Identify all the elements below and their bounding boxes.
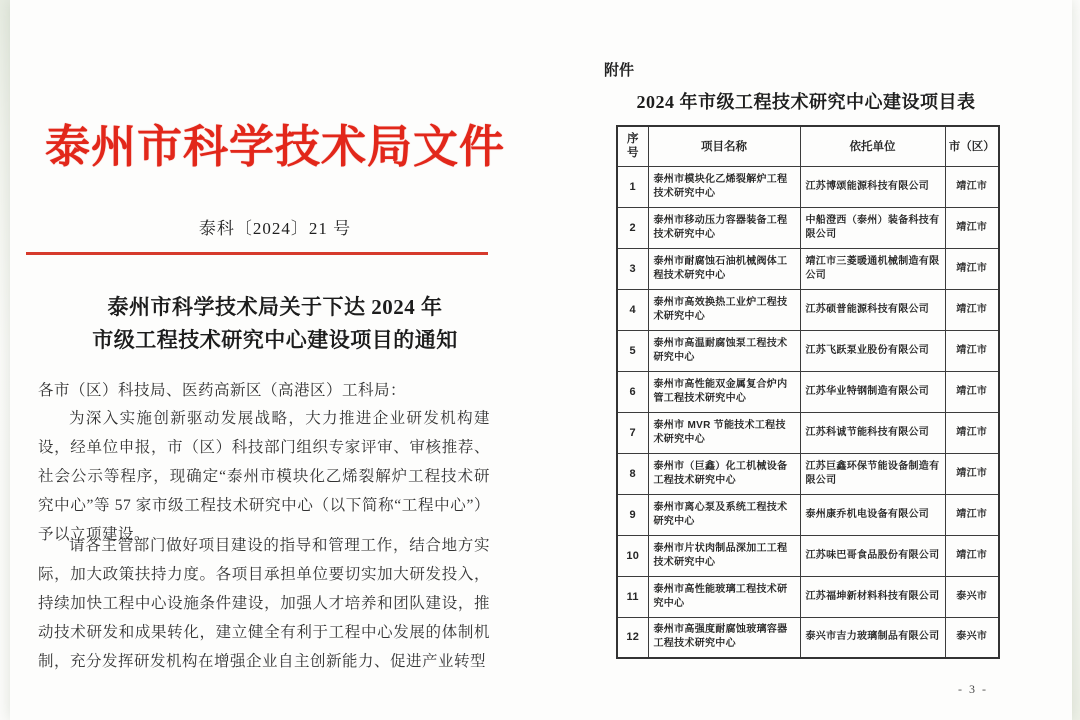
cell-no: 12 <box>617 617 648 658</box>
cell-district: 靖江市 <box>945 535 999 576</box>
cell-project: 泰州市片状肉制品深加工工程技术研究中心 <box>648 535 800 576</box>
cell-project: 泰州市 MVR 节能技术工程技术研究中心 <box>648 412 800 453</box>
cell-no: 9 <box>617 494 648 535</box>
cell-no: 3 <box>617 248 648 289</box>
table-row <box>617 289 999 330</box>
attachment-label: 附件 <box>604 63 635 79</box>
cell-district: 靖江市 <box>945 248 999 289</box>
cell-district: 靖江市 <box>945 494 999 535</box>
document-number: 泰科〔2024〕21 号 <box>198 219 352 238</box>
cell-unit: 江苏硕普能源科技有限公司 <box>800 289 945 330</box>
cell-district: 靖江市 <box>945 453 999 494</box>
cell-project: 泰州市高性能双金属复合炉内管工程技术研究中心 <box>648 371 800 412</box>
cell-no: 4 <box>617 289 648 330</box>
table-row <box>617 207 999 248</box>
cell-project: 泰州市移动压力容器装备工程技术研究中心 <box>648 207 800 248</box>
cell-no: 6 <box>617 371 648 412</box>
cell-no: 5 <box>617 330 648 371</box>
table-row <box>617 166 999 207</box>
cell-no: 11 <box>617 576 648 617</box>
cell-project: 泰州市模块化乙烯裂解炉工程技术研究中心 <box>648 166 800 207</box>
cell-district: 靖江市 <box>945 330 999 371</box>
page-number: - 3 - <box>958 682 988 696</box>
cell-project: 泰州市高效换热工业炉工程技术研究中心 <box>648 289 800 330</box>
notice-title-line2: 市级工程技术研究中心建设项目的通知 <box>92 328 458 352</box>
cell-district: 靖江市 <box>945 207 999 248</box>
cell-unit: 江苏华业特钢制造有限公司 <box>800 371 945 412</box>
table-row <box>617 453 999 494</box>
cell-district: 靖江市 <box>945 166 999 207</box>
cell-no: 2 <box>617 207 648 248</box>
table-row <box>617 248 999 289</box>
column-header-unit: 依托单位 <box>800 126 945 166</box>
cell-unit: 靖江市三菱暖通机械制造有限公司 <box>800 248 945 289</box>
body-paragraph-1: 为深入实施创新驱动发展战略，大力推进企业研发机构建设，经单位申报，市（区）科技部门组织专家评审、审核推荐、社会公示等程序，现确定“泰州市模块化乙烯裂解炉工程技术研究中心”等 57 家市级工程技术研究中心（以下简称“工程中心”）予以立项建设。 <box>38 410 490 543</box>
scanned-document-spread <box>10 0 1072 720</box>
notice-title <box>10 291 540 357</box>
cell-district: 靖江市 <box>945 289 999 330</box>
column-header-project: 项目名称 <box>648 126 800 166</box>
cell-project: 泰州市耐腐蚀石油机械阀体工程技术研究中心 <box>648 248 800 289</box>
cell-unit: 中船澄西（泰州）装备科技有限公司 <box>800 207 945 248</box>
cell-project: 泰州市高温耐腐蚀泵工程技术研究中心 <box>648 330 800 371</box>
salutation: 各市（区）科技局、医药高新区（高港区）工科局： <box>38 382 407 399</box>
agency-letterhead-title: 泰州市科学技术局文件 <box>44 122 505 172</box>
notice-title-line1: 泰州市科学技术局关于下达 2024 年 <box>107 295 443 319</box>
cell-district: 靖江市 <box>945 412 999 453</box>
table-row <box>617 412 999 453</box>
cell-unit: 江苏科诚节能科技有限公司 <box>800 412 945 453</box>
attachment-page-right <box>540 0 1072 720</box>
document-page-left <box>10 0 540 720</box>
letterhead-divider-rule <box>26 252 488 255</box>
body-paragraph-2: 请各主管部门做好项目建设的指导和管理工作，结合地方实际，加大政策扶持力度。各项目承担单位要切实加大研发投入，持续加快工程中心设施条件建设，加强人才培养和团队建设，推动技术研发和成果转化，建立健全有利于工程中心发展的体制机制，充分发挥研发机构在增强企业自主创新能力、促进产业转型 <box>38 537 490 670</box>
cell-no: 8 <box>617 453 648 494</box>
cell-unit: 江苏飞跃泵业股份有限公司 <box>800 330 945 371</box>
table-row <box>617 617 999 658</box>
cell-district: 靖江市 <box>945 371 999 412</box>
cell-unit: 泰兴市吉力玻璃制品有限公司 <box>800 617 945 658</box>
column-header-district: 市（区） <box>945 126 999 166</box>
cell-project: 泰州市离心泵及系统工程技术研究中心 <box>648 494 800 535</box>
table-row <box>617 371 999 412</box>
cell-no: 1 <box>617 166 648 207</box>
cell-unit: 江苏福坤新材料科技有限公司 <box>800 576 945 617</box>
table-row <box>617 330 999 371</box>
cell-district: 泰兴市 <box>945 617 999 658</box>
cell-unit: 江苏味巴哥食品股份有限公司 <box>800 535 945 576</box>
table-row <box>617 494 999 535</box>
cell-project: 泰州市（巨鑫）化工机械设备工程技术研究中心 <box>648 453 800 494</box>
cell-no: 10 <box>617 535 648 576</box>
cell-unit: 江苏博颂能源科技有限公司 <box>800 166 945 207</box>
cell-unit: 江苏巨鑫环保节能设备制造有限公司 <box>800 453 945 494</box>
cell-district: 泰兴市 <box>945 576 999 617</box>
cell-project: 泰州市高强度耐腐蚀玻璃容器工程技术研究中心 <box>648 617 800 658</box>
cell-no: 7 <box>617 412 648 453</box>
cell-unit: 泰州康乔机电设备有限公司 <box>800 494 945 535</box>
table-row <box>617 535 999 576</box>
table-title: 2024 年市级工程技术研究中心建设项目表 <box>636 92 976 112</box>
project-table <box>616 125 1000 659</box>
cell-project: 泰州市高性能玻璃工程技术研究中心 <box>648 576 800 617</box>
table-header-row <box>617 126 999 166</box>
table-row <box>617 576 999 617</box>
column-header-no: 序号 <box>617 126 648 166</box>
